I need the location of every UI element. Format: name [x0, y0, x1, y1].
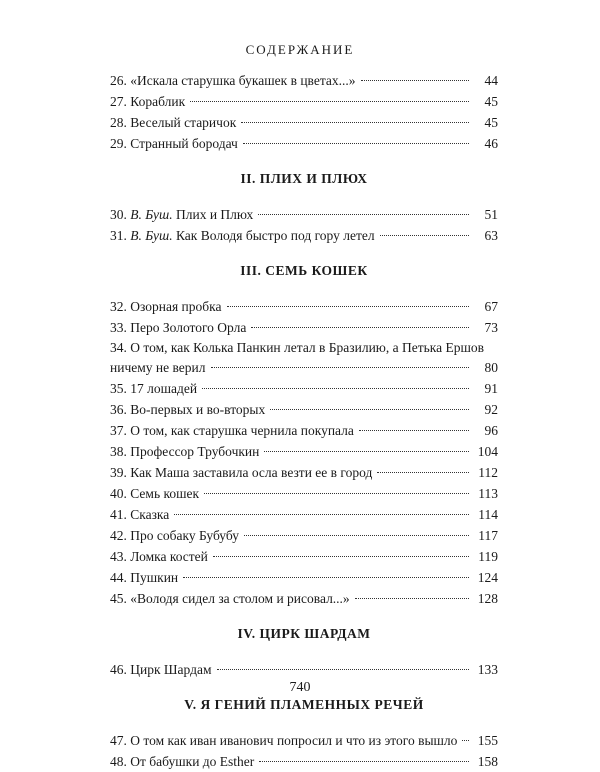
entry-page: 45 — [484, 94, 498, 109]
dot-leader — [462, 740, 469, 741]
toc-entry — [110, 483, 498, 504]
entry-number: 30. — [110, 207, 127, 222]
entry-page: 91 — [484, 381, 498, 396]
entry-title: «Володя сидел за столом и рисовал...» — [130, 591, 350, 606]
entry-author: В. Буш. — [130, 228, 173, 243]
entry-title: Профессор Трубочкин — [130, 444, 260, 459]
dot-leader — [258, 214, 469, 215]
entry-title: Перо Золотого Орла — [130, 320, 247, 335]
entry-number: 33. — [110, 320, 127, 335]
toc-entry — [110, 70, 498, 91]
entry-page: 73 — [484, 320, 498, 335]
toc-entry-continuation — [110, 357, 498, 378]
entry-page: 155 — [477, 733, 498, 748]
entry-title: Пушкин — [130, 570, 179, 585]
entry-number: 36. — [110, 402, 127, 417]
entry-number: 43. — [110, 549, 127, 564]
entry-page: 158 — [477, 754, 498, 769]
entry-number: 26. — [110, 73, 127, 88]
toc-entry — [110, 546, 498, 567]
entry-number: 46. — [110, 662, 127, 677]
toc-entry — [110, 133, 498, 154]
section-heading: V. Я ГЕНИЙ ПЛАМЕННЫХ РЕЧЕЙ — [184, 697, 424, 712]
dot-leader — [211, 367, 470, 368]
entry-title: Ломка костей — [130, 549, 208, 564]
entry-number: 48. — [110, 754, 127, 769]
dot-leader — [183, 577, 469, 578]
entry-page: 51 — [484, 207, 498, 222]
entry-number: 29. — [110, 136, 127, 151]
entry-number: 44. — [110, 570, 127, 585]
entry-title: Кораблик — [130, 94, 186, 109]
dot-leader — [359, 430, 469, 431]
toc-entry — [110, 504, 498, 525]
entry-title: Во-первых и во-вторых — [130, 402, 266, 417]
entry-page: 133 — [477, 662, 498, 677]
entry-title: Как Володя быстро под гору летел — [175, 228, 375, 243]
toc-entry — [110, 91, 498, 112]
dot-leader — [217, 669, 470, 670]
entry-page: 46 — [484, 136, 498, 151]
toc-entry — [110, 420, 498, 441]
dot-leader — [377, 472, 469, 473]
entry-title: Сказка — [130, 507, 170, 522]
entry-page: 63 — [484, 228, 498, 243]
entry-page: 44 — [484, 73, 498, 88]
entry-title: Как Маша заставила осла везти ее в город — [130, 465, 373, 480]
dot-leader — [380, 235, 469, 236]
entry-number: 31. — [110, 228, 127, 243]
entry-title: Озорная пробка — [130, 299, 222, 314]
entry-page: 117 — [478, 528, 498, 543]
dot-leader — [270, 409, 469, 410]
toc-entry — [110, 730, 498, 751]
toc-entry — [110, 659, 498, 680]
dot-leader — [264, 451, 469, 452]
toc-entry — [110, 567, 498, 588]
dot-leader — [227, 306, 470, 307]
entry-number: 42. — [110, 528, 127, 543]
toc-entry — [110, 225, 498, 246]
dot-leader — [190, 101, 469, 102]
section-heading: II. ПЛИХ И ПЛЮХ — [240, 171, 368, 186]
entry-number: 39. — [110, 465, 127, 480]
entry-number: 35. — [110, 381, 127, 396]
entry-title: От бабушки до Esther — [130, 754, 255, 769]
entry-number: 40. — [110, 486, 127, 501]
dot-leader — [243, 143, 469, 144]
entry-page: 45 — [484, 115, 498, 130]
entry-number: 47. — [110, 733, 127, 748]
dot-leader — [174, 514, 469, 515]
entry-page: 113 — [478, 486, 498, 501]
section-heading: IV. ЦИРК ШАРДАМ — [237, 626, 371, 641]
toc-entry — [110, 378, 498, 399]
entry-page: 112 — [478, 465, 498, 480]
dot-leader — [251, 327, 469, 328]
dot-leader — [213, 556, 469, 557]
entry-title-continuation: ничему не верил — [110, 360, 206, 375]
entry-page: 92 — [484, 402, 498, 417]
entry-number: 34. — [110, 340, 127, 355]
entry-title: Семь кошек — [130, 486, 200, 501]
dot-leader — [241, 122, 469, 123]
toc-entry — [110, 441, 498, 462]
entry-page: 80 — [484, 360, 498, 375]
entry-number: 28. — [110, 115, 127, 130]
entry-title: О том, как старушка чернила покупала — [130, 423, 354, 438]
entry-title: «Искала старушка букашек в цветах...» — [130, 73, 356, 88]
entry-page: 96 — [484, 423, 498, 438]
dot-leader — [244, 535, 469, 536]
dot-leader — [361, 80, 469, 81]
section-heading: III. СЕМЬ КОШЕК — [240, 263, 368, 278]
toc-entry — [110, 112, 498, 133]
entry-title: Плих и Плюх — [175, 207, 254, 222]
dot-leader — [259, 761, 469, 762]
entry-number: 38. — [110, 444, 127, 459]
running-header: СОДЕРЖАНИЕ — [245, 42, 355, 57]
entry-author: В. Буш. — [130, 207, 173, 222]
entry-title: О том, как Колька Панкин летал в Бразилию, а Петька Ершов — [130, 340, 485, 355]
entry-title: Странный бородач — [130, 136, 238, 151]
entry-page: 124 — [477, 570, 498, 585]
entry-title: Цирк Шардам — [130, 662, 212, 677]
dot-leader — [355, 598, 469, 599]
entry-number: 27. — [110, 94, 127, 109]
entry-page: 104 — [477, 444, 498, 459]
entry-page: 128 — [477, 591, 498, 606]
entry-title: 17 лошадей — [130, 381, 198, 396]
entry-number: 45. — [110, 591, 127, 606]
toc-entry — [110, 338, 498, 357]
table-of-contents — [110, 70, 498, 772]
entry-page: 114 — [478, 507, 498, 522]
entry-title: Про собаку Бубубу — [130, 528, 239, 543]
entry-number: 37. — [110, 423, 127, 438]
toc-entry — [110, 204, 498, 225]
entry-number: 41. — [110, 507, 127, 522]
dot-leader — [202, 388, 469, 389]
toc-entry — [110, 525, 498, 546]
entry-number: 32. — [110, 299, 127, 314]
toc-entry — [110, 317, 498, 338]
dot-leader — [204, 493, 469, 494]
toc-entry — [110, 399, 498, 420]
entry-title: Веселый старичок — [130, 115, 237, 130]
toc-entry — [110, 462, 498, 483]
entry-page: 67 — [484, 299, 498, 314]
toc-entry — [110, 588, 498, 609]
entry-title: О том как иван иванович попросил и что из этого вышло — [130, 733, 458, 748]
page-number: 740 — [289, 680, 311, 695]
toc-entry — [110, 296, 498, 317]
entry-page: 119 — [478, 549, 498, 564]
toc-entry — [110, 751, 498, 772]
